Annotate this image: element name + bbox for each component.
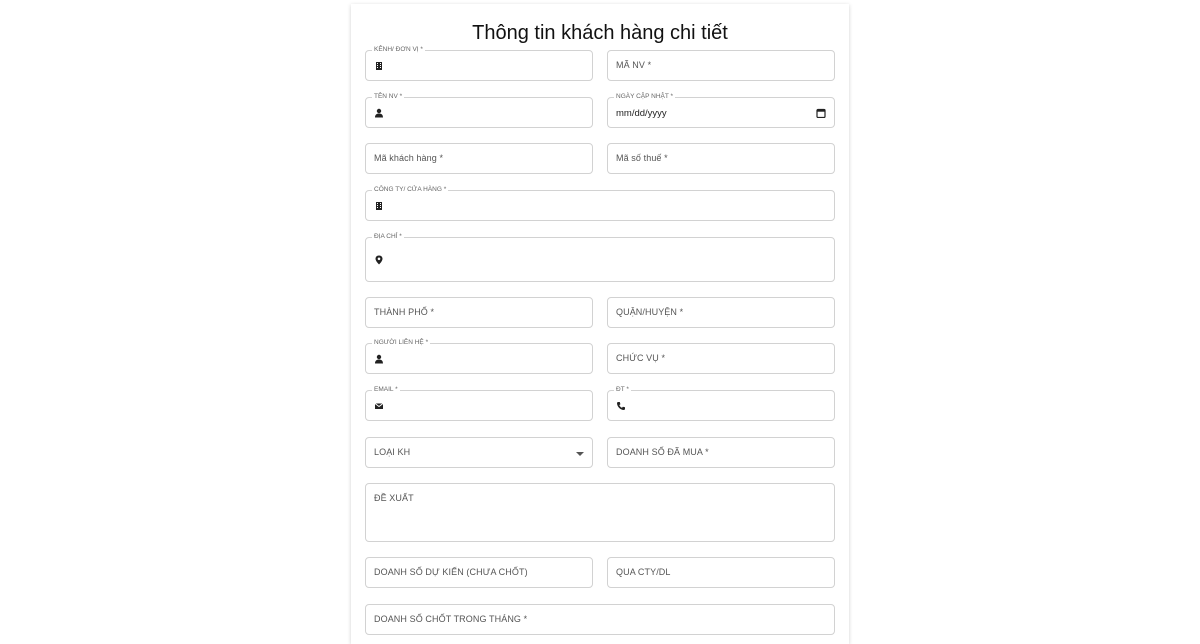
envelope-icon bbox=[374, 401, 384, 411]
form-title: Thông tin khách hàng chi tiết bbox=[472, 22, 728, 44]
address-field[interactable] bbox=[365, 233, 835, 282]
customer-code-field[interactable] bbox=[365, 143, 593, 174]
expected-sales-field[interactable] bbox=[365, 557, 593, 588]
customer-form-card bbox=[351, 4, 849, 644]
caret-down-icon[interactable] bbox=[576, 452, 584, 456]
closed-sales-month-label: DOANH SỐ CHỐT TRONG THÁNG * bbox=[374, 614, 528, 624]
tax-code-field[interactable] bbox=[607, 143, 835, 174]
employee-name-field[interactable] bbox=[365, 93, 593, 128]
company-store-field[interactable] bbox=[365, 186, 835, 221]
position-field[interactable] bbox=[607, 343, 835, 374]
expected-sales-label: DOANH SỐ DỰ KIẾN (CHƯA CHỐT) bbox=[374, 567, 528, 577]
person-icon bbox=[374, 354, 384, 364]
calendar-icon[interactable] bbox=[816, 108, 826, 118]
customer-type-select[interactable] bbox=[365, 437, 593, 468]
employee-code-field[interactable] bbox=[607, 50, 835, 81]
contact-person-label: NGƯỜI LIÊN HỆ * bbox=[374, 339, 429, 346]
phone-icon bbox=[616, 401, 626, 411]
via-company-agent-label: QUA CTY/DL bbox=[616, 567, 671, 577]
email-field[interactable] bbox=[365, 386, 593, 421]
district-label: QUẬN/HUYỆN * bbox=[616, 307, 684, 317]
email-label: EMAIL * bbox=[374, 386, 398, 393]
proposal-textarea[interactable] bbox=[365, 483, 835, 542]
purchased-sales-label: DOANH SỐ ĐÃ MUA * bbox=[616, 447, 709, 457]
purchased-sales-field[interactable] bbox=[607, 437, 835, 468]
customer-code-label: Mã khách hàng * bbox=[374, 153, 444, 163]
proposal-label: ĐỀ XUẤT bbox=[374, 493, 414, 503]
district-field[interactable] bbox=[607, 297, 835, 328]
update-date-label: NGÀY CẬP NHẬT * bbox=[616, 93, 674, 100]
position-label: CHỨC VỤ * bbox=[616, 353, 666, 363]
closed-sales-month-field[interactable] bbox=[365, 604, 835, 635]
via-company-agent-field[interactable] bbox=[607, 557, 835, 588]
contact-person-field[interactable] bbox=[365, 339, 593, 374]
building-icon bbox=[374, 201, 384, 211]
building-icon bbox=[374, 61, 384, 71]
employee-code-label: MÃ NV * bbox=[616, 60, 652, 70]
city-field[interactable] bbox=[365, 297, 593, 328]
tax-code-label: Mã số thuế * bbox=[616, 153, 668, 163]
address-label: ĐỊA CHỈ * bbox=[374, 233, 402, 240]
person-icon bbox=[374, 108, 384, 118]
map-pin-icon bbox=[374, 255, 384, 265]
phone-label: ĐT * bbox=[616, 386, 629, 393]
customer-type-label: LOẠI KH bbox=[374, 447, 411, 457]
city-label: THÀNH PHỐ * bbox=[374, 307, 435, 317]
phone-field[interactable] bbox=[607, 386, 835, 421]
update-date-field[interactable] bbox=[607, 93, 835, 128]
channel-unit-label: KÊNH/ ĐƠN VỊ * bbox=[374, 46, 423, 53]
company-store-label: CÔNG TY/ CỬA HÀNG * bbox=[374, 186, 447, 193]
channel-unit-field[interactable] bbox=[365, 46, 593, 81]
update-date-value: mm/dd/yyyy bbox=[616, 108, 667, 119]
employee-name-label: TÊN NV * bbox=[374, 93, 403, 100]
